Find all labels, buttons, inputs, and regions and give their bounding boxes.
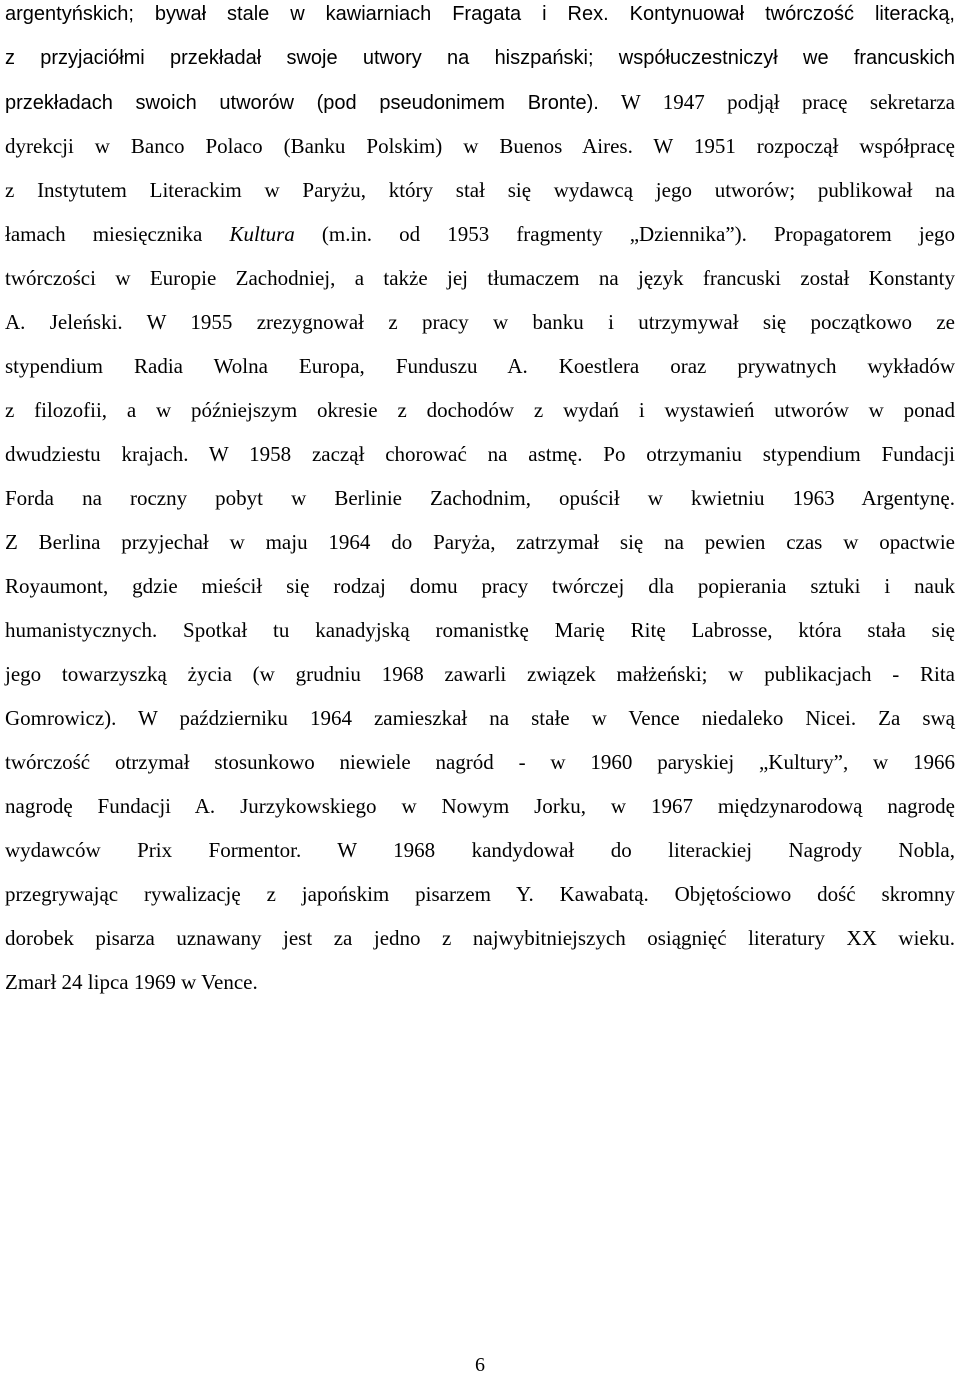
text-line-9: stypendium Radia Wolna Europa, Funduszu A. Koestlera oraz prywatnych wykładów <box>5 354 955 378</box>
text-line-17: Gomrowicz). W październiku 1964 zamieszkał na stałe w Vence niedaleko Nicei. Za swą <box>5 706 955 730</box>
text-line-6-before: łamach miesięcznika <box>5 222 230 246</box>
text-line-10: z filozofii, a w późniejszym okresie z dochodów z wydań i wystawień utworów w ponad <box>5 398 955 422</box>
text-line-21: przegrywając rywalizację z japońskim pisarzem Y. Kawabatą. Objętościowo dość skromny <box>5 882 955 906</box>
text-line-15: humanistycznych. Spotkał tu kanadyjską romanistkę Marię Ritę Labrosse, która stała się <box>5 618 955 642</box>
text-line-2: z przyjaciółmi przekładał swoje utwory na hiszpański; współuczestniczył we francuskich <box>5 47 955 69</box>
text-line-20: wydawców Prix Formentor. W 1968 kandydował do literackiej Nagrody Nobla, <box>5 838 955 862</box>
text-line-5: z Instytutem Literackim w Paryżu, który stał się wydawcą jego utworów; publikował na <box>5 178 955 202</box>
text-line-3-serif: W 1947 podjął pracę sekretarza <box>598 90 956 114</box>
text-line-14: Royaumont, gdzie mieścił się rodzaj domu pracy twórczej dla popierania sztuki i nauk <box>5 574 955 598</box>
text-line-8: A. Jeleński. W 1955 zrezygnował z pracy w banku i utrzymywał się początkowo ze <box>5 310 955 334</box>
text-line-18: twórczość otrzymał stosunkowo niewiele nagród - w 1960 paryskiej „Kultury”, w 1966 <box>5 750 955 774</box>
text-line-12: Forda na roczny pobyt w Berlinie Zachodnim, opuścił w kwietniu 1963 Argentynę. <box>5 486 955 510</box>
body-text <box>5 0 955 1004</box>
text-line-22: dorobek pisarza uznawany jest za jedno z najwybitniejszych osiągnięć literatury XX wieku. <box>5 926 955 950</box>
text-line-6 <box>5 212 955 256</box>
text-line-4: dyrekcji w Banco Polaco (Banku Polskim) w Buenos Aires. W 1951 rozpoczął współpracę <box>5 134 955 158</box>
text-line-1: argentyńskich; bywał stale w kawiarniach Fragata i Rex. Kontynuował twórczość literacką, <box>5 3 955 25</box>
text-line-16: jego towarzyszką życia (w grudniu 1968 zawarli związek małżeński; w publikacjach - Rita <box>5 662 955 686</box>
text-line-23: Zmarł 24 lipca 1969 w Vence. <box>5 970 258 994</box>
text-line-11: dwudziestu krajach. W 1958 zaczął chorować na astmę. Po otrzymaniu stypendium Fundacji <box>5 442 955 466</box>
text-line-3 <box>5 80 955 124</box>
text-line-7: twórczości w Europie Zachodniej, a także jej tłumaczem na język francuski został Konstanty <box>5 266 955 290</box>
page-number: 6 <box>475 1354 485 1376</box>
text-line-6-after: (m.in. od 1953 fragmenty „Dziennika”). Propagatorem jego <box>294 222 956 246</box>
magazine-title-italic: Kultura <box>229 222 295 246</box>
text-line-19: nagrodę Fundacji A. Jurzykowskiego w Nowym Jorku, w 1967 międzynarodową nagrodę <box>5 794 955 818</box>
text-line-3-sans: przekładach swoich utworów (pod pseudonimem Bronte). <box>5 92 599 114</box>
text-line-13: Z Berlina przyjechał w maju 1964 do Paryża, zatrzymał się na pewien czas w opactwie <box>5 530 955 554</box>
